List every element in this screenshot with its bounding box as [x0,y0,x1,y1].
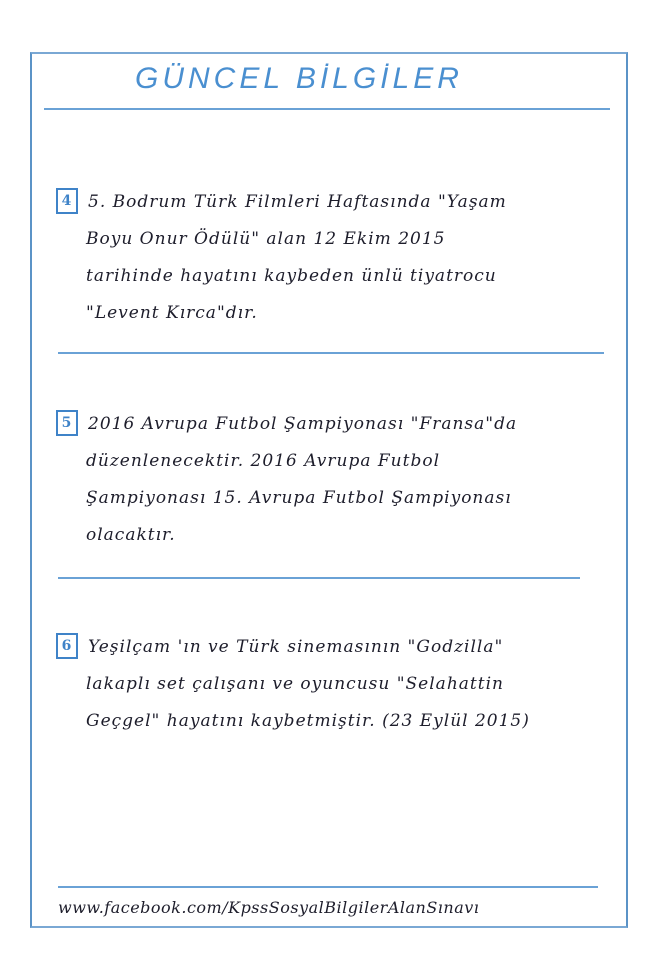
entry-line: lakaplı set çalışanı ve oyuncusu "Selahattin [86,674,504,694]
entry-number-badge: 4 [56,188,78,214]
entry-line [56,184,596,221]
entry-line [56,406,596,443]
section-divider [58,577,580,579]
footer-url: www.facebook.com/KpssSosyalBilgilerAlanSınavı [58,898,480,917]
page-title: GÜNCEL BİLGİLER [135,62,463,95]
entry-line: olacaktır. [86,525,176,545]
entry-number-badge: 6 [56,633,78,659]
entry-line: Geçgel" hayatını kaybetmiştir. (23 Eylül 2015) [86,711,530,731]
entry-line: "Levent Kırca"dır. [86,303,258,323]
title-underline [44,108,610,110]
entry-5 [56,406,596,554]
entry-text: 5. Bodrum Türk Filmleri Haftasında "Yaşam [88,192,507,212]
entry-text: 2016 Avrupa Futbol Şampiyonası "Fransa"da [88,414,518,434]
entry-line: Boyu Onur Ödülü" alan 12 Ekim 2015 [86,229,446,249]
entry-6 [56,629,596,740]
entry-line [56,629,596,666]
footer-divider [58,886,598,888]
entry-line: tarihinde hayatını kaybeden ünlü tiyatrocu [86,266,497,286]
entry-text: Yeşilçam 'ın ve Türk sinemasının "Godzilla" [88,637,504,657]
entry-number-badge: 5 [56,410,78,436]
entry-line: düzenlenecektir. 2016 Avrupa Futbol [86,451,441,471]
entry-line: Şampiyonası 15. Avrupa Futbol Şampiyonası [86,488,512,508]
section-divider [58,352,604,354]
entry-4 [56,184,596,332]
